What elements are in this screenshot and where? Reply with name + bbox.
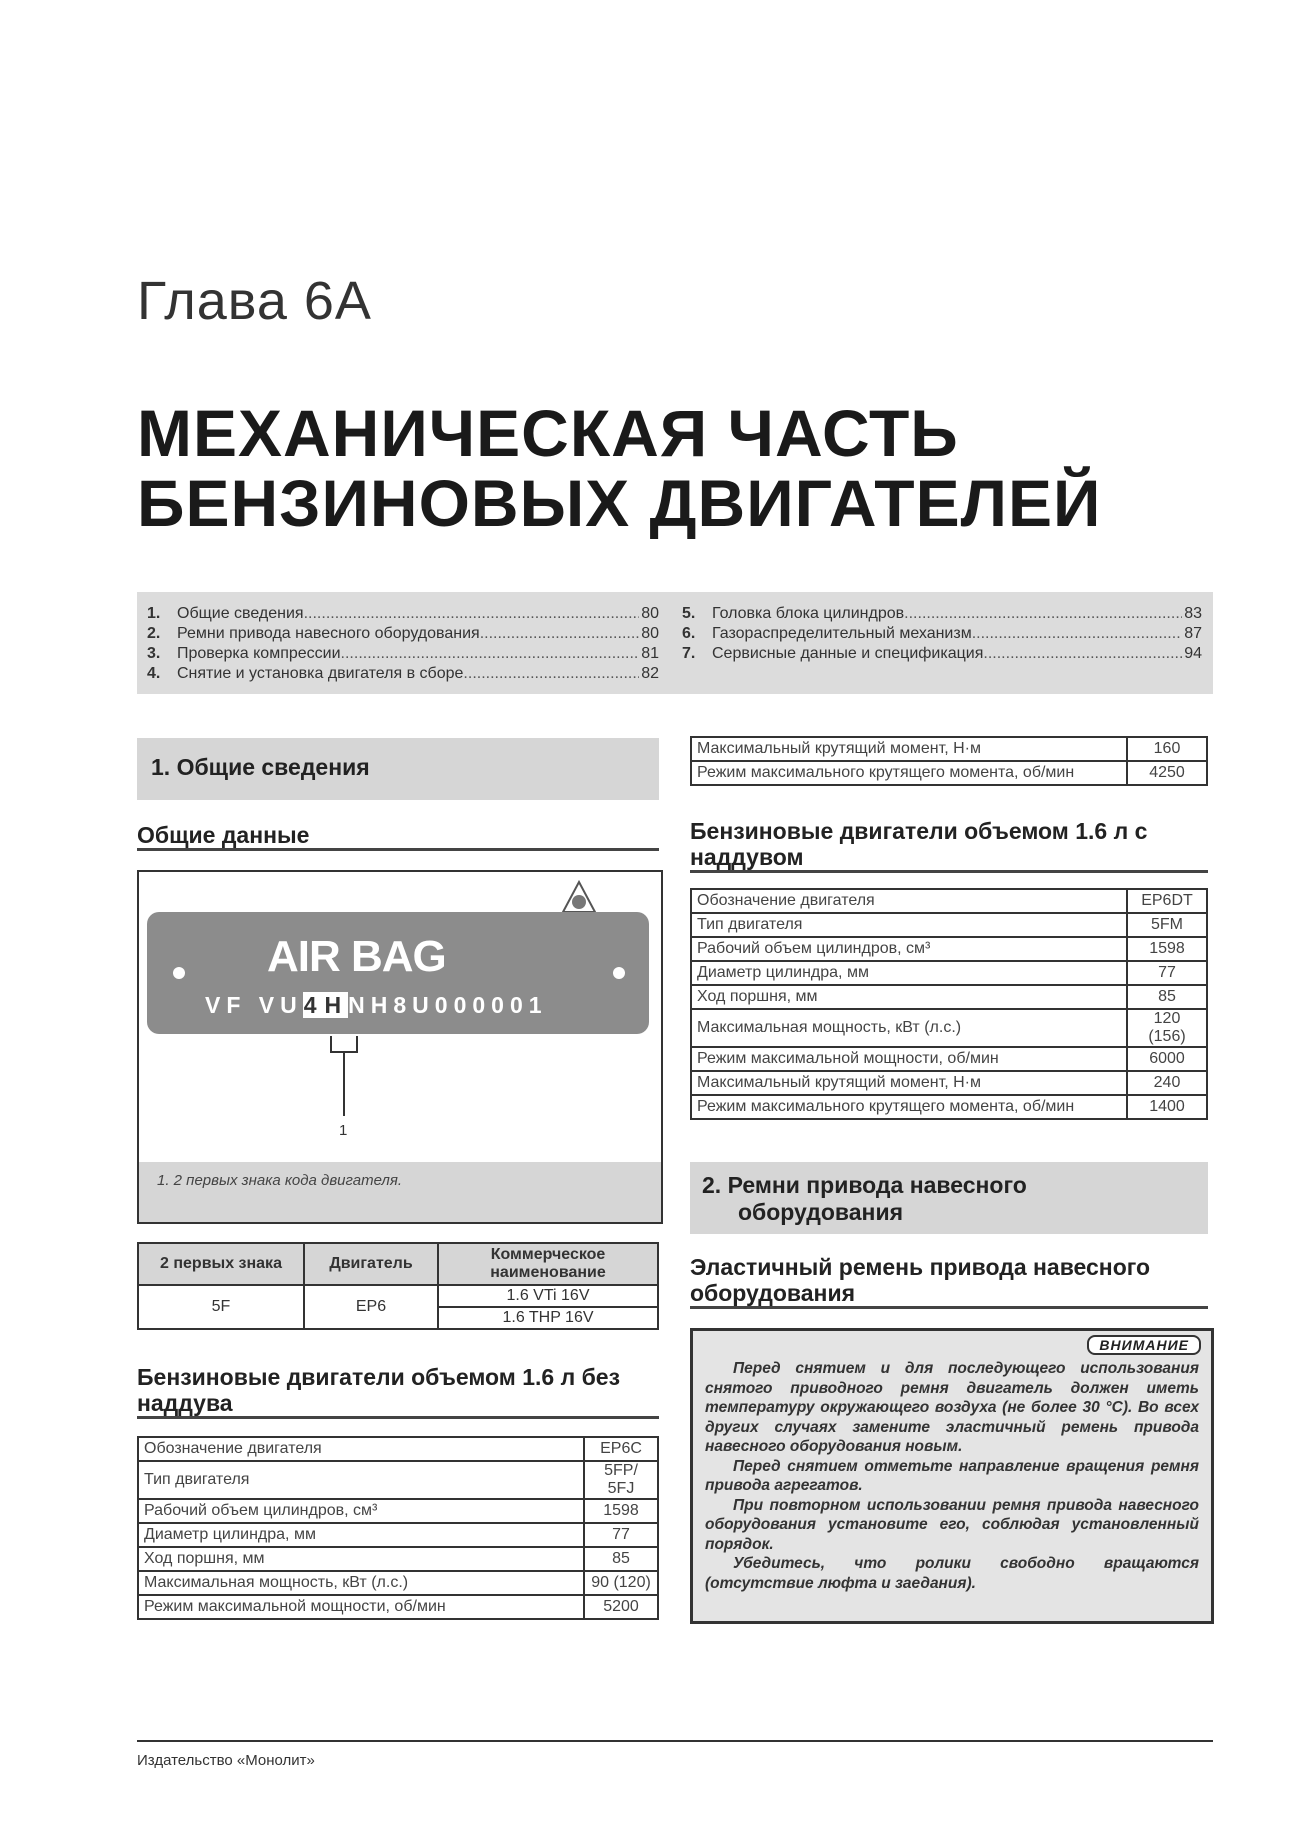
toc-item[interactable] [147,664,659,684]
turbo-specs-table [690,888,1208,1120]
toc-leader [341,644,640,664]
engine-codes-table [137,1242,659,1330]
plate-hole-icon [613,967,625,979]
belt-heading: Эластичный ремень привода навесного оборудования [690,1254,1208,1309]
spec-value: 5200 [584,1595,658,1619]
toc-item-title: Проверка компрессии [177,645,341,662]
spec-value: 77 [584,1523,658,1547]
codes-header-engine: Двигатель [304,1243,438,1285]
warning-paragraph: Перед снятием и для последующего использования снятого приводного ремня двигатель должен иметь температуру окружающего воздуха (не более 30 °С). Во всех других случаях замените эластичный ремень привода навесного оборудования новым. [705,1360,1199,1455]
engine-plate-figure [137,870,663,1164]
spec-label: Максимальный крутящий момент, Н·м [691,737,1127,761]
manufacturer-logo-icon [559,880,599,916]
spec-label: Тип двигателя [138,1461,584,1499]
codes-cell-engine: EP6 [304,1285,438,1329]
spec-row [138,1499,658,1523]
spec-row [138,1523,658,1547]
toc-item-number: 5. [682,605,696,622]
spec-value: 1598 [584,1499,658,1523]
section-2-title-line-2: оборудования [738,1199,903,1225]
toc-item[interactable] [682,624,1202,644]
toc-item-number: 4. [147,665,161,682]
spec-value: 240 [1127,1071,1207,1095]
spec-value: 4250 [1127,761,1207,785]
spec-label: Ход поршня, мм [691,985,1127,1009]
identification-plate [147,912,649,1034]
spec-row [691,761,1207,785]
vin-engine-code-char-1: 4 [303,992,323,1018]
spec-value: 160 [1127,737,1207,761]
toc-leader [904,604,1182,624]
section-2-title-line-1: 2. Ремни привода навесного [702,1172,1027,1198]
spec-row [691,889,1207,913]
spec-label: Режим максимального крутящего момента, об/мин [691,1095,1127,1119]
warning-badge: ВНИМАНИЕ [1087,1335,1201,1355]
chapter-label: Глава 6А [137,271,372,331]
codes-header-code: 2 первых знака [138,1243,304,1285]
toc-leader [983,644,1182,664]
spec-row [138,1571,658,1595]
toc-item-page: 81 [641,645,659,662]
spec-row [691,1071,1207,1095]
spec-value: 5FM [1127,913,1207,937]
toc-item-title: Снятие и установка двигателя в сборе [177,665,464,682]
plate-hole-icon [173,967,185,979]
turbo-engines-heading: Бензиновые двигатели объемом 1.6 л с наддувом [690,818,1208,873]
spec-row [691,937,1207,961]
page-title [137,398,1101,538]
section-1-title: 1. Общие сведения [151,754,370,780]
toc-item-page: 82 [641,665,659,682]
spec-label: Обозначение двигателя [691,889,1127,913]
spec-row [691,913,1207,937]
spec-label: Режим максимальной мощности, об/мин [691,1047,1127,1071]
toc-item-number: 2. [147,625,161,642]
spec-row [138,1595,658,1619]
spec-value: 120 (156) [1127,1009,1207,1047]
codes-cell-name: 1.6 THP 16V [438,1307,658,1329]
warning-paragraph: При повторном использовании ремня привода навесного оборудования установите его, соблюдая установленный порядок. [705,1496,1199,1553]
toc-leader [304,604,640,624]
spec-value: 1598 [1127,937,1207,961]
table-of-contents [137,592,1213,694]
spec-row [691,985,1207,1009]
spec-row [691,961,1207,985]
footer-divider [137,1740,1213,1742]
spec-value: 6000 [1127,1047,1207,1071]
spec-label: Ход поршня, мм [138,1547,584,1571]
vin-suffix: NH8U000001 [348,992,548,1018]
toc-right-column [682,604,1202,664]
spec-value: 1400 [1127,1095,1207,1119]
spec-row [691,737,1207,761]
toc-item-page: 94 [1184,645,1202,662]
toc-item-page: 87 [1184,625,1202,642]
general-data-heading: Общие данные [137,822,659,851]
toc-item-title: Газораспределительный механизм [712,625,972,642]
title-line-2: БЕНЗИНОВЫХ ДВИГАТЕЛЕЙ [137,466,1102,540]
spec-value: 85 [1127,985,1207,1009]
toc-item-page: 83 [1184,605,1202,622]
spec-label: Рабочий объем цилиндров, см³ [138,1499,584,1523]
vin-engine-code-char-2: H [324,992,348,1018]
na-engines-heading: Бензиновые двигатели объемом 1.6 л без наддува [137,1364,659,1419]
spec-value: EP6C [584,1437,658,1461]
spec-label: Режим максимального крутящего момента, об/мин [691,761,1127,785]
spec-value: 85 [584,1547,658,1571]
spec-row [138,1461,658,1499]
spec-value: 5FP/ 5FJ [584,1461,658,1499]
figure-caption [137,1162,663,1224]
na-specs-continued-table [690,736,1208,786]
toc-item[interactable] [682,604,1202,624]
na-specs-table [137,1436,659,1620]
warning-box [690,1328,1214,1624]
toc-left-column [147,604,659,684]
spec-row [138,1437,658,1461]
section-1-header [137,738,659,800]
plate-brand: AIR BAG [267,932,446,981]
toc-item[interactable] [147,624,659,644]
spec-label: Максимальная мощность, кВт (л.с.) [138,1571,584,1595]
toc-item[interactable] [147,604,659,624]
toc-item[interactable] [682,644,1202,664]
spec-value: 77 [1127,961,1207,985]
toc-item-title: Головка блока цилиндров [712,605,905,622]
spec-label: Обозначение двигателя [138,1437,584,1461]
warning-paragraph: Убедитесь, что ролики свободно вращаются (отсутствие люфта и заедания). [705,1555,1199,1592]
spec-row [691,1009,1207,1047]
toc-leader [480,624,640,644]
spec-row [691,1095,1207,1119]
toc-item-page: 80 [641,605,659,622]
toc-leader [972,624,1183,644]
spec-label: Режим максимальной мощности, об/мин [138,1595,584,1619]
section-2-header [690,1162,1208,1234]
spec-value: EP6DT [1127,889,1207,913]
spec-label: Тип двигателя [691,913,1127,937]
spec-row [691,1047,1207,1071]
toc-item-number: 3. [147,645,161,662]
toc-leader [463,664,639,684]
toc-item-number: 1. [147,605,161,622]
spec-label: Диаметр цилиндра, мм [138,1523,584,1547]
title-line-1: МЕХАНИЧЕСКАЯ ЧАСТЬ [137,396,959,470]
codes-header-name: Коммерческое наименование [438,1243,658,1285]
vin-prefix: VF VU [205,992,303,1018]
toc-item[interactable] [147,644,659,664]
callout-number: 1 [339,1122,348,1139]
warning-paragraph: Перед снятием отметьте направление вращения ремня привода агрегатов. [705,1457,1199,1494]
callout-line [329,1034,359,1118]
toc-item-number: 7. [682,645,696,662]
spec-row [138,1547,658,1571]
footer-publisher: Издательство «Монолит» [137,1752,315,1769]
spec-label: Диаметр цилиндра, мм [691,961,1127,985]
spec-label: Рабочий объем цилиндров, см³ [691,937,1127,961]
spec-label: Максимальная мощность, кВт (л.с.) [691,1009,1127,1047]
codes-cell-name: 1.6 VTi 16V [438,1285,658,1307]
figure-caption-text: 1. 2 первых знака кода двигателя. [157,1172,403,1189]
toc-item-title: Сервисные данные и спецификация [712,645,984,662]
spec-value: 90 (120) [584,1571,658,1595]
plate-vin [205,992,548,1019]
toc-item-number: 6. [682,625,696,642]
codes-cell-code: 5F [138,1285,304,1329]
spec-label: Максимальный крутящий момент, Н·м [691,1071,1127,1095]
toc-item-title: Ремни привода навесного оборудования [177,625,480,642]
warning-text [705,1359,1199,1593]
toc-item-title: Общие сведения [177,605,304,622]
toc-item-page: 80 [641,625,659,642]
